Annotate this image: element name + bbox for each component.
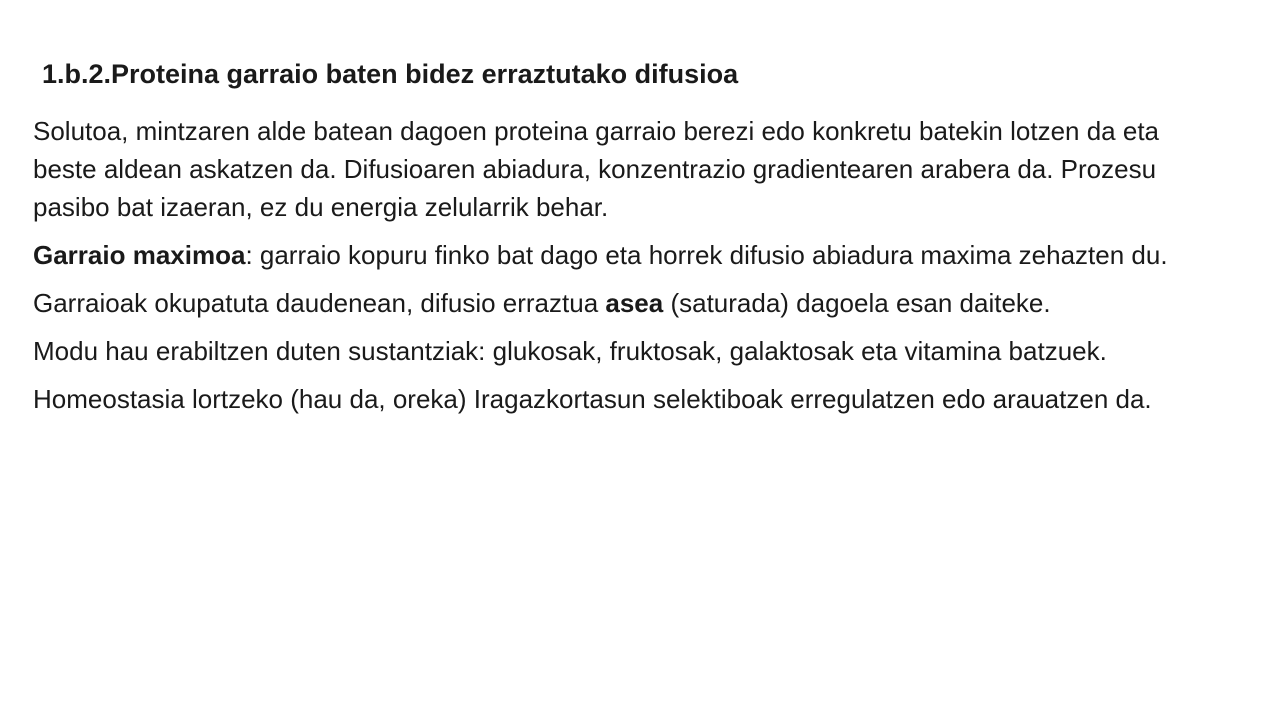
paragraph-substances: Modu hau erabiltzen duten sustantziak: glukosak, fruktosak, galaktosak eta vitamina batzuek. [33, 336, 1107, 366]
term-saturated: asea [605, 288, 664, 318]
paragraph-max-transport [33, 236, 1213, 274]
paragraph-description: Solutoa, mintzaren alde batean dagoen proteina garraio berezi edo konkretu batekin lotzen da eta beste aldean askatzen da. Difusioaren abiadura, konzentrazio gradientearen arabera da. Prozesu pasibo bat izaeran, ez du energia zelularrik behar. [33, 116, 1159, 222]
paragraph-saturation [33, 284, 1213, 322]
slide-title: 1.b.2.Proteina garraio baten bidez erraztutako difusioa [42, 59, 739, 89]
saturation-text-after: (saturada) dagoela esan daiteke. [663, 288, 1051, 318]
slide-body [33, 112, 1213, 428]
max-transport-text: : garraio kopuru finko bat dago eta horrek difusio abiadura maxima zehazten du. [245, 240, 1168, 270]
term-max-transport: Garraio maximoa [33, 240, 246, 270]
saturation-text-before: Garraioak okupatuta daudenean, difusio erraztua [33, 288, 606, 318]
paragraph-homeostasis: Homeostasia lortzeko (hau da, oreka) Iragazkortasun selektiboak erregulatzen edo arauatzen da. [33, 384, 1152, 414]
